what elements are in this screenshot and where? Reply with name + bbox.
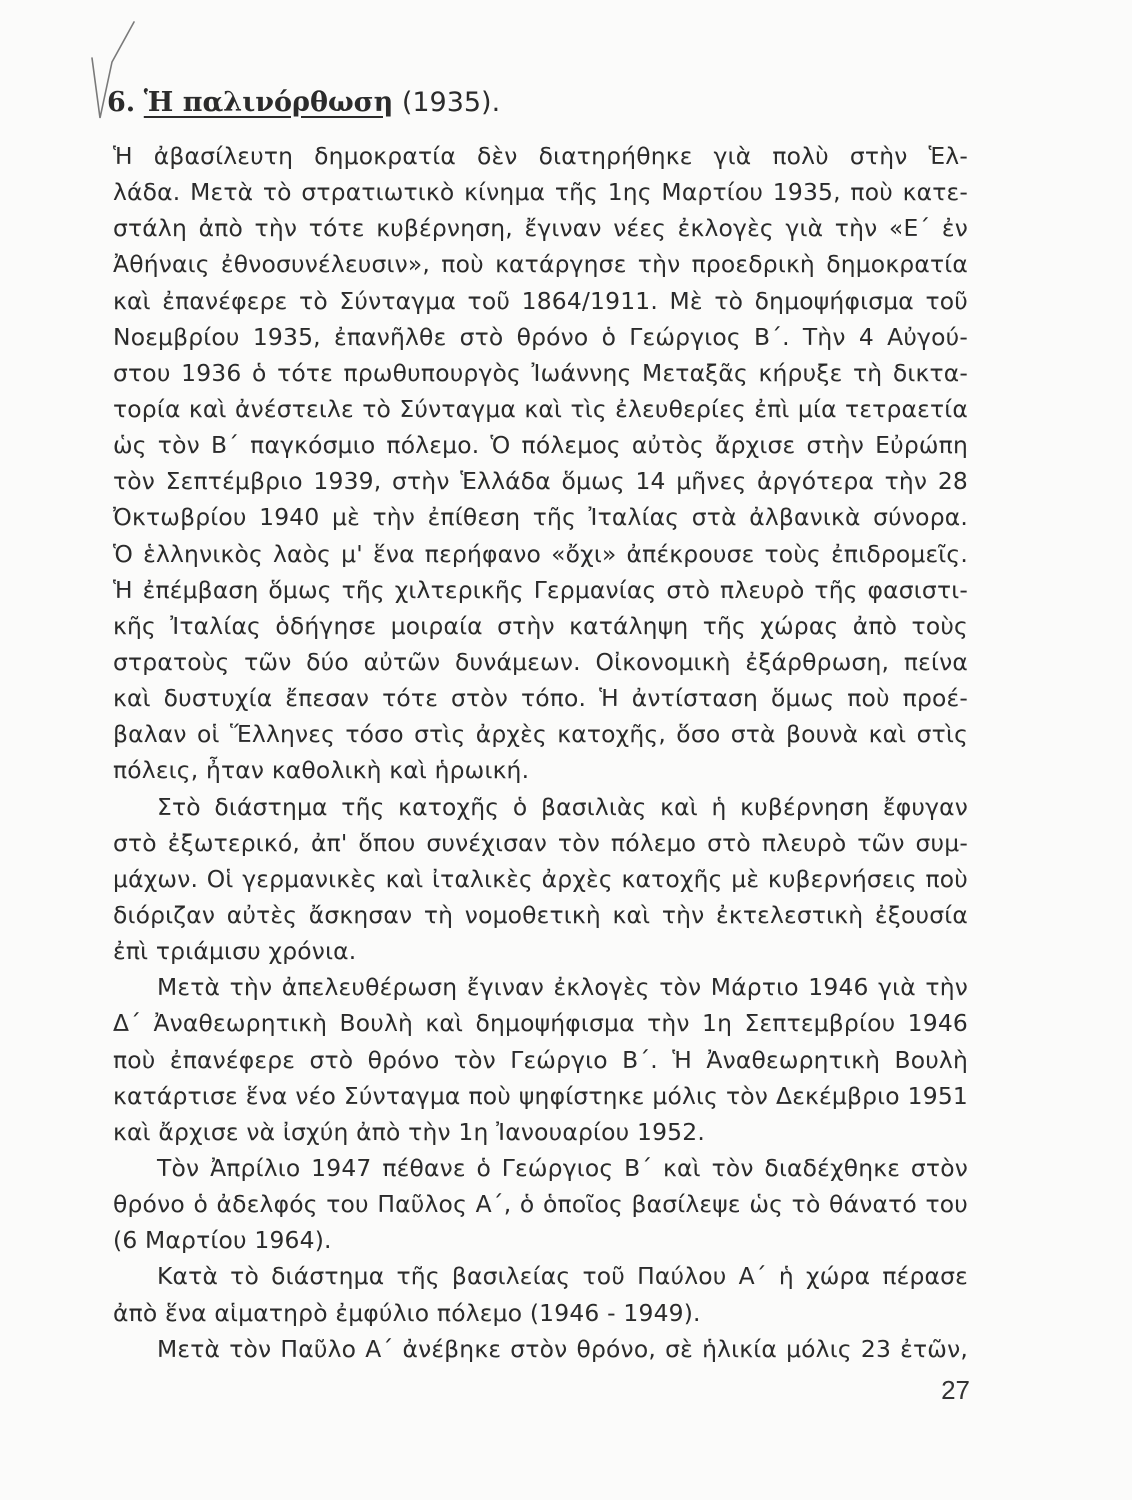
text-line: λάδα. Μετὰ τὸ στρατιωτικὸ κίνημα τῆς 1ης Μαρτίου 1935, ποὺ κατε-	[113, 178, 968, 207]
page-number: 27	[941, 1375, 970, 1405]
text-line: Ἡ ἐπέμβαση ὅμως τῆς χιλτερικῆς Γερμανίας στὸ πλευρὸ τῆς φασιστι-	[113, 575, 968, 604]
text-line: Νοεμβρίου 1935, ἐπανῆλθε στὸ θρόνο ὁ Γεώργιος Β΄. Τὴν 4 Αὐγού-	[113, 322, 968, 351]
section-year: (1935).	[401, 87, 501, 118]
text-line: στάλη ἀπὸ τὴν τότε κυβέρνηση, ἔγιναν νέες ἐκλογὲς γιὰ τὴν «Ε΄ ἐν	[113, 214, 968, 243]
text-line: κατάρτισε ἕνα νέο Σύνταγμα ποὺ ψηφίστηκε μόλις τὸν Δεκέμβριο 1951	[113, 1081, 968, 1110]
text-line: Τὸν Ἀπρίλιο 1947 πέθανε ὁ Γεώργιος Β΄ καὶ τὸν διαδέχθηκε στὸν	[157, 1153, 968, 1182]
text-line: καὶ ἄρχισε νὰ ἰσχύη ἀπὸ τὴν 1η Ἰανουαρίου 1952.	[113, 1117, 705, 1146]
text-line: διόριζαν αὐτὲς ἄσκησαν τὴ νομοθετικὴ καὶ τὴν ἐκτελεστικὴ ἐξουσία	[113, 900, 968, 929]
text-line: στρατοὺς τῶν δύο αὐτῶν δυνάμεων. Οἰκονομικὴ ἐξάρθρωση, πείνα	[113, 647, 968, 676]
text-line: Ὀκτωβρίου 1940 μὲ τὴν ἐπίθεση τῆς Ἰταλίας στὰ ἀλβανικὰ σύνορα.	[113, 503, 968, 532]
text-line: τὸν Σεπτέμβριο 1939, στὴν Ἑλλάδα ὅμως 14 μῆνες ἀργότερα τὴν 28	[113, 467, 968, 496]
text-line: Στὸ διάστημα τῆς κατοχῆς ὁ βασιλιὰς καὶ ἡ κυβέρνηση ἔφυγαν	[157, 792, 968, 821]
text-line: Ἀθήναις ἐθνοσυνέλευσιν», ποὺ κατάργησε τὴν προεδρικὴ δημοκρατία	[113, 250, 968, 279]
body-text	[113, 138, 968, 1367]
text-line: ἀπὸ ἕνα αἱματηρὸ ἐμφύλιο πόλεμο (1946 - 1949).	[113, 1298, 701, 1327]
text-line: κῆς Ἰταλίας ὁδήγησε μοιραία στὴν κατάληψη τῆς χώρας ἀπὸ τοὺς	[113, 611, 968, 640]
text-line: Ὁ ἑλληνικὸς λαὸς μ' ἕνα περήφανο «ὄχι» ἀπέκρουσε τοὺς ἐπιδρομεῖς.	[113, 539, 968, 568]
paragraph	[113, 789, 968, 970]
section-title: Ἡ παλινόρθωση	[143, 87, 394, 118]
paragraph	[113, 1258, 968, 1330]
text-line: στὸ ἐξωτερικό, ἀπ' ὅπου συνέχισαν τὸν πόλεμο στὸ πλευρὸ τῶν συμ-	[113, 828, 968, 857]
paragraph	[113, 1150, 968, 1258]
text-line: (6 Μαρτίου 1964).	[113, 1226, 332, 1255]
text-line: ὡς τὸν Β΄ παγκόσμιο πόλεμο. Ὁ πόλεμος αὐτὸς ἄρχισε στὴν Εὐρώπη	[113, 431, 968, 460]
text-line: μάχων. Οἱ γερμανικὲς καὶ ἰταλικὲς ἀρχὲς κατοχῆς μὲ κυβερνήσεις ποὺ	[113, 864, 968, 893]
text-line: πόλεις, ἦταν καθολικὴ καὶ ἡρωική.	[113, 756, 530, 785]
text-line: Μετὰ τὸν Παῦλο Α΄ ἀνέβηκε στὸν θρόνο, σὲ ἡλικία μόλις 23 ἐτῶν,	[157, 1334, 968, 1363]
text-line: θρόνο ὁ ἀδελφός του Παῦλος Α΄, ὁ ὁποῖος βασίλεψε ὡς τὸ θάνατό του	[113, 1190, 968, 1219]
section-heading	[107, 86, 500, 120]
text-line: στου 1936 ὁ τότε πρωθυπουργὸς Ἰωάννης Μεταξᾶς κήρυξε τὴ δικτα-	[113, 358, 968, 387]
text-line: καὶ ἐπανέφερε τὸ Σύνταγμα τοῦ 1864/1911. Μὲ τὸ δημοψήφισμα τοῦ	[113, 286, 968, 315]
text-line: ποὺ ἐπανέφερε στὸ θρόνο τὸν Γεώργιο Β΄. Ἡ Ἀναθεωρητικὴ Βουλὴ	[113, 1045, 968, 1074]
text-line: καὶ δυστυχία ἔπεσαν τότε στὸν τόπο. Ἡ ἀντίσταση ὅμως ποὺ προέ-	[113, 684, 968, 713]
text-line: ἐπὶ τριάμισυ χρόνια.	[113, 937, 357, 966]
paragraph	[113, 969, 968, 1150]
text-line: Μετὰ τὴν ἀπελευθέρωση ἔγιναν ἐκλογὲς τὸν Μάρτιο 1946 γιὰ τὴν	[157, 973, 968, 1002]
text-line: Κατὰ τὸ διάστημα τῆς βασιλείας τοῦ Παύλου Α΄ ἡ χώρα πέρασε	[157, 1262, 968, 1291]
text-line: Δ΄ Ἀναθεωρητικὴ Βουλὴ καὶ δημοψήφισμα τὴν 1η Σεπτεμβρίου 1946	[113, 1009, 968, 1038]
section-number: 6.	[107, 87, 136, 118]
paragraph	[113, 1331, 968, 1367]
text-line: τορία καὶ ἀνέστειλε τὸ Σύνταγμα καὶ τὶς ἐλευθερίες ἐπὶ μία τετραετία	[113, 394, 968, 423]
text-line: βαλαν οἱ Ἕλληνες τόσο στὶς ἀρχὲς κατοχῆς, ὅσο στὰ βουνὰ καὶ στὶς	[113, 720, 968, 749]
text-line: Ἡ ἀβασίλευτη δημοκρατία δὲν διατηρήθηκε γιὰ πολὺ στὴν Ἑλ-	[113, 142, 968, 170]
paragraph	[113, 138, 968, 789]
